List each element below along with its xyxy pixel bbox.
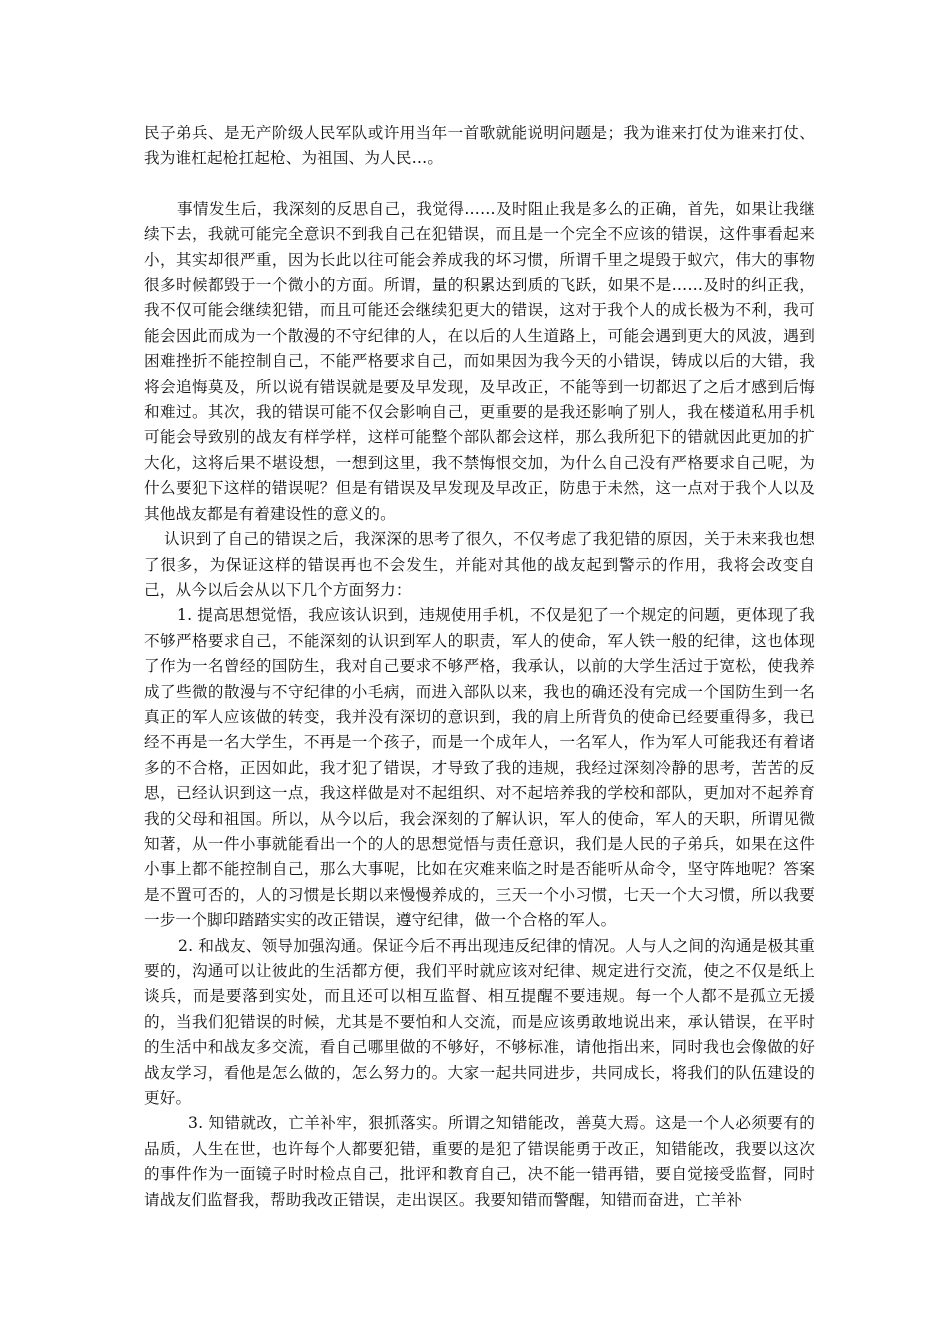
paragraph-4: 1. 提高思想觉悟，我应该认识到，违规使用手机，不仅是犯了一个规定的问题，更体现了我不够严格要求自己，不能深刻的认识到军人的职责，军人的使命，军人铁一般的纪律，这也体现了作为一名曾经的国防生，我对自己要求不够严格，我承认，以前的大学生活过于宽松，使我养成了些微的散漫与不守纪律的小毛病，而进入部队以来，我也的确还没有完成一个国防生到一名真正的军人应该做的转变，我并没有深切的意识到，我的肩上所背负的使命已经要重得多，我已经不再是一名大学生，不再是一个孩子，而是一个成年人，一名军人，作为军人可能我还有着诸多的不合格，正因如此，我才犯了错误，才导致了我的违规，我经过深刻冷静的思考，苦苦的反思，已经认识到这一点，我这样做是对不起组织、对不起培养我的学校和部队，更加对不起养育我的父母和祖国。所以，从今以后，我会深刻的了解认识，军人的使命，军人的天职，所谓见微知著，从一件小事就能看出一个的人的思想觉悟与责任意识，我们是人民的子弟兵，如果在这件小事上都不能控制自己，那么大事呢，比如在灾难来临之时是否能听从命令，坚守阵地呢？答案是不置可否的，人的习惯是长期以来慢慢养成的，三天一个小习惯，七天一个大习惯，所以我要一步一个脚印踏踏实实的改正错误，遵守纪律，做一个合格的军人。 [144, 606, 815, 930]
document-body [144, 121, 815, 1213]
paragraph-5: 2. 和战友、领导加强沟通。保证今后不再出现违反纪律的情况。人与人之间的沟通是极其重要的，沟通可以让彼此的生活都方便，我们平时就应该对纪律、规定进行交流，使之不仅是纸上谈兵，而是要落到实处，而且还可以相互监督、相互提醒不要违规。每一个人都不是孤立无援的，当我们犯错误的时候，尤其是不要怕和人交流，而是应该勇敢地说出来，承认错误，在平时的生活中和战友多交流，看自己哪里做的不够好，不够标准，请他指出来，同时我也会像做的好战友学习，看他是怎么做的，怎么努力的。大家一起共同进步，共同成长，将我们的队伍建设的更好。 [144, 936, 815, 1108]
paragraph-6: 3. 知错就改，亡羊补牢，狠抓落实。所谓之知错能改，善莫大焉。这是一个人必须要有的品质，人生在世，也许每个人都要犯错，重要的是犯了错误能勇于改正，知错能改，我要以这次的事件作为一面镜子时时检点自己，批评和教育自己，决不能一错再错，要自觉接受监督，同时请战友们监督我，帮助我改正错误，走出误区。我要知错而警醒，知错而奋进，亡羊补 [144, 1114, 815, 1209]
paragraph-3: 认识到了自己的错误之后，我深深的思考了很久，不仅考虑了我犯错的原因，关于未来我也想了很多，为保证这样的错误再也不会发生，并能对其他的战友起到警示的作用，我将会改变自己，从今以后会从以下几个方面努力： [144, 530, 815, 599]
paragraph-1: 民子弟兵、是无产阶级人民军队或许用当年一首歌就能说明问题是；我为谁来打仗为谁来打仗、我为谁杠起枪扛起枪、为祖国、为人民…。 [144, 124, 815, 168]
paragraph-2: 事情发生后，我深刻的反思自己，我觉得……及时阻止我是多么的正确，首先，如果让我继续下去，我就可能完全意识不到我自己在犯错误，而且是一个完全不应该的错误，这件事看起来小，其实却很严重，因为长此以往可能会养成我的坏习惯，所谓千里之堤毁于蚁穴，伟大的事物很多时候都毁于一个微小的方面。所谓，量的积累达到质的飞跃，如果不是……及时的纠正我，我不仅可能会继续犯错，而且可能还会继续犯更大的错误，这对于我个人的成长极为不利，我可能会因此而成为一个散漫的不守纪律的人，在以后的人生道路上，可能会遇到更大的风波，遇到困难挫折不能控制自己，不能严格要求自己，而如果因为我今天的小错误，铸成以后的大错，我将会追悔莫及，所以说有错误就是要及早发现，及早改正，不能等到一切都迟了之后才感到后悔和难过。其次，我的错误可能不仅会影响自己，更重要的是我还影响了别人，我在楼道私用手机可能会导致别的战友有样学样，这样可能整个部队都会这样，那么我所犯下的错就因此更加的扩大化，这将后果不堪设想，一想到这里，我不禁悔恨交加，为什么自己没有严格要求自己呢，为什么要犯下这样的错误呢？但是有错误及早发现及早改正，防患于未然，这一点对于我个人以及其他战友都是有着建设性的意义的。 [144, 199, 815, 523]
paragraph-gap [144, 172, 815, 197]
